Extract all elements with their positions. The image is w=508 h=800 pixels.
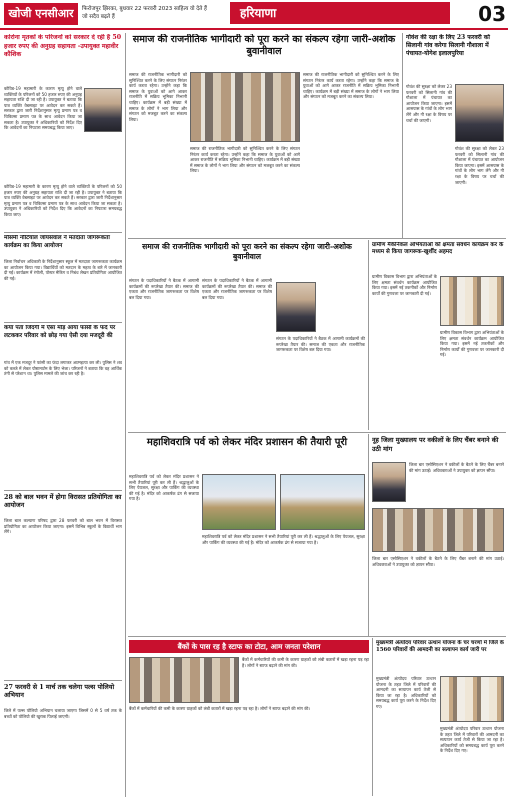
column-divider [368,240,369,430]
nuh-headline-box [372,436,504,460]
polio-article-body: जिले में पल्स पोलियो अभियान चलाया जाएगा जिसमें 0 से 5 वर्ष तक के बच्चों को पोलियो की खुराक पिलाई जाएगी। [4,708,122,719]
divider [4,232,122,233]
lead2-person-photo [276,282,316,332]
divider [128,432,506,433]
shivratri-headline: महाशिवरात्रि पर्व को लेकर मंदिर प्रशासन की तैयारी पूरी [146,437,348,448]
cm-headline: मुख्यमंत्री अंत्योदय परिवार उत्थान योजना के चर चरणों में जिले के 1560 परिवारों की आमदनी का सत्यापन कार्य जारी पर [376,640,504,654]
lead2-headline-box [129,242,365,274]
nuh-body-top: जिला बार एसोसिएशन ने वकीलों के बैठने के लिए चैंबर बनाने की मांग उठाई। अधिवक्ताओं ने उपायुक्त को ज्ञापन सौंपा। [409,462,504,473]
divider [4,680,122,681]
corona-article-body: कोविड-19 महामारी के कारण मृत्यु होने वाले व्यक्तियों के परिजनों को 50 हजार रुपए की अनुग्रह सहायता राशि दी जा रही है। उपायुक्त ने बताया कि पात्र व्यक्ति वेबसाइट पर आवेदन कर सकते हैं। सरकार द्वारा जारी निर्देशानुसार मृत्यु प्रमाण पत्र व चिकित्सा प्रमाण पत्र के साथ आवेदन किया जा सकता है। उपायुक्त ने अधिकारियों को निर्देश दिए कि आवेदनों का निपटारा समयबद्ध किया जाए। [4,86,82,131]
rural-headline: ग्रामीण मैकेनिकल अभियंताओं को क्षमता संवर्धन कार्यक्रम कर के मध्यम से किया जागरूक-खुर्शीद अहमद [372,242,504,256]
cm-headline-box [376,640,504,672]
column-divider [125,33,126,797]
nuh-body-bottom: जिला बार एसोसिएशन ने वकीलों के बैठने के लिए चैंबर बनाने की मांग उठाई। अधिवक्ताओं ने उपायुक्त को ज्ञापन सौंपा। [372,556,504,567]
column-divider [372,638,373,796]
corona-headline: कोरोना मृतकों के परिजनों को सरकार दे रही है 50 हजार रुपए की अनुग्रह सहायता -उपायुक्त महावीर कौशिक [4,34,122,58]
bank-headline-banner: बैंकों के पास रह है स्टाफ का टोटा, आम जनता परेशान [129,640,369,653]
corona-article-body-cont: कोविड-19 महामारी के कारण मृत्यु होने वाले व्यक्तियों के परिजनों को 50 हजार रुपए की अनुग्रह सहायता राशि दी जा रही है। उपायुक्त ने बताया कि पात्र व्यक्ति वेबसाइट पर आवेदन कर सकते हैं। सरकार द्वारा जारी निर्देशानुसार मृत्यु प्रमाण पत्र व चिकित्सा प्रमाण पत्र के साथ आवेदन किया जा सकता है। उपायुक्त ने अधिकारियों को निर्देश दिए कि आवेदनों का निपटारा समयबद्ध किया जाए। [4,184,122,217]
divider [128,238,506,239]
polio-headline-box [4,683,122,705]
lead2-article-body-col3: संगठन के पदाधिकारियों ने बैठक में आगामी कार्यक्रमों की रूपरेखा तैयार की। समाज की एकता और राजनीतिक जागरूकता पर विशेष बल दिया गया। [276,336,365,353]
tax-headline: मौसमी नौटियाल जायसवाल ने मतदाता जागरूकता कार्यक्रम का किया आयोजन [4,235,110,249]
tax-headline-box [4,235,122,257]
lead-headline-box [129,34,399,68]
cm-meeting-photo [440,676,504,722]
lead-group-photo [190,72,300,142]
corona-article-headline-box [4,34,122,84]
masthead [0,0,508,30]
polio-headline: 27 फरवरी से 1 मार्च तक चलेगा पल्स पोलियो अभियान [4,683,115,699]
shivratri-body-col1: महाशिवरात्रि पर्व को लेकर मंदिर प्रशासन ने सभी तैयारियां पूरी कर ली हैं। श्रद्धालुओं के लिए पेयजल, सुरक्षा और पार्किंग की व्यवस्था की गई है। मंदिर को आकर्षक ढंग से सजाया गया है। [129,474,199,502]
cm-body-col1: मुख्यमंत्री अंत्योदय परिवार उत्थान योजना के तहत जिले में परिवारों की आमदनी का सत्यापन कार्य तेजी से किया जा रहा है। अधिकारियों को समयबद्ध कार्य पूरा करने के निर्देश दिए गए। [376,676,436,709]
lead2-article-body-col1: संगठन के पदाधिकारियों ने बैठक में आगामी कार्यक्रमों की रूपरेखा तैयार की। समाज की एकता और राजनीतिक जागरूकता पर विशेष बल दिया गया। [129,278,199,300]
lead-headline: समाज की राजनीतिक भागीदारी को पूरा करने का संकल्प रहेगा जारी-अशोक बुवानीवाल [132,34,396,57]
newspaper-logo: खोजी एनसीआर [4,3,78,25]
bank-queue-photo [129,657,239,703]
labour-headline: कया पता जिंदगी में ऐसा मोड़ आया फांसी के फंदे पर लटककर परिवार को छोड़ गया ऐसी दया मजदूरी की [4,325,116,339]
gaushala-person-photo [455,84,504,142]
nuh-headline: नूह जिला मुख्यालय पर वकीलों के लिए चैंबर बनाने की उठी मांग [372,436,499,453]
shivratri-headline-box [129,436,365,470]
divider [4,490,122,491]
masthead-dateline: फिरोजपुर झिरका, बुधवार 22 फरवरी 2023 साहित्य वो देते हैं जो सदैव बढ़ते हैं [82,6,207,20]
shivratri-body-col2: महाशिवरात्रि पर्व को लेकर मंदिर प्रशासन ने सभी तैयारियां पूरी कर ली हैं। श्रद्धालुओं के लिए पेयजल, सुरक्षा और पार्किंग की व्यवस्था की गई है। मंदिर को आकर्षक ढंग से सजाया गया है। [202,534,365,545]
temple-photo-2 [280,474,365,530]
nuh-group-photo [372,508,504,552]
labour-headline-box [4,325,122,357]
lead-article-body-col1: समाज की राजनीतिक भागीदारी को सुनिश्चित करने के लिए संगठन निरंतर कार्य करता रहेगा। उन्होंने कहा कि समाज के युवाओं को आगे आकर राजनीति में सक्रिय भूमिका निभानी चाहिए। कार्यक्रम में बड़ी संख्या में समाज के लोगों ने भाग लिया और संगठन को मजबूत करने का संकल्प लिया। [129,72,187,122]
nuh-person-photo [372,462,406,502]
rural-meeting-photo [440,276,504,326]
heritage-headline-box [4,493,122,515]
lead-article-body-col3: समाज की राजनीतिक भागीदारी को सुनिश्चित करने के लिए संगठन निरंतर कार्य करता रहेगा। उन्होंने कहा कि समाज के युवाओं को आगे आकर राजनीति में सक्रिय भूमिका निभानी चाहिए। कार्यक्रम में बड़ी संख्या में समाज के लोगों ने भाग लिया और संगठन को मजबूत करने का संकल्प लिया। [303,72,399,100]
page-number: 03 [478,2,506,26]
rural-article-body-col1: ग्रामीण विकास विभाग द्वारा अभियंताओं के लिए क्षमता संवर्धन कार्यक्रम आयोजित किया गया। इसमें नई तकनीकों और निर्माण कार्यों की गुणवत्ता पर जानकारी दी गई। [372,274,437,296]
section-title: हरियाणा [230,2,450,24]
gaushala-article-body-cont: गोवंश की सुरक्षा को लेकर 23 फरवरी को सिलानी गांव की गौशाला में पंचायत का आयोजन किया जाएगा। इसमें आसपास के गांवों के लोग भाग लेंगे और गौ रक्षा के विषय पर चर्चा की जाएगी। [455,146,504,185]
rural-article-body-col2: ग्रामीण विकास विभाग द्वारा अभियंताओं के लिए क्षमता संवर्धन कार्यक्रम आयोजित किया गया। इसमें नई तकनीकों और निर्माण कार्यों की गुणवत्ता पर जानकारी दी गई। [440,330,504,358]
column-divider [402,33,403,238]
bank-body-bottom: बैंकों में कर्मचारियों की कमी के कारण ग्राहकों को लंबी कतारों में खड़ा रहना पड़ रहा है। लोगों ने स्टाफ बढ़ाने की मांग की। [129,706,311,711]
column-divider [368,434,369,636]
divider [4,322,122,323]
lead2-article-body-col2: संगठन के पदाधिकारियों ने बैठक में आगामी कार्यक्रमों की रूपरेखा तैयार की। समाज की एकता और राजनीतिक जागरूकता पर विशेष बल दिया गया। [202,278,272,300]
tax-article-body: जिला निर्वाचन अधिकारी के निर्देशानुसार स्कूल में मतदाता जागरूकता कार्यक्रम का आयोजन किया गया। विद्यार्थियों को मतदान के महत्व के बारे में जानकारी दी गई। कार्यक्रम में रंगोली, पोस्टर मेकिंग व निबंध लेखन प्रतियोगिता आयोजित की गई। [4,259,122,281]
rural-headline-box [372,242,504,270]
temple-photo-1 [202,474,276,530]
bank-body-top: बैंकों में कर्मचारियों की कमी के कारण ग्राहकों को लंबी कतारों में खड़ा रहना पड़ रहा है। लोगों ने स्टाफ बढ़ाने की मांग की। [242,657,369,668]
gaushala-headline-box [406,34,504,80]
gaushala-article-body: गोवंश की सुरक्षा को लेकर 23 फरवरी को सिलानी गांव की गौशाला में पंचायत का आयोजन किया जाएगा। इसमें आसपास के गांवों के लोग भाग लेंगे और गौ रक्षा के विषय पर चर्चा की जाएगी। [406,84,452,123]
lead2-headline: समाज की राजनीतिक भागीदारी को पूरा करने का संकल्प रहेगा जारी-अशोक बुवानीवाल [142,242,352,261]
lead-article-body-col2: समाज की राजनीतिक भागीदारी को सुनिश्चित करने के लिए संगठन निरंतर कार्य करता रहेगा। उन्होंने कहा कि समाज के युवाओं को आगे आकर राजनीति में सक्रिय भूमिका निभानी चाहिए। कार्यक्रम में बड़ी संख्या में समाज के लोगों ने भाग लिया और संगठन को मजबूत करने का संकल्प लिया। [190,146,300,174]
heritage-article-body: जिला बाल कल्याण परिषद द्वारा 28 फरवरी को बाल भवन में विरासत प्रतियोगिता का आयोजन किया जाएगा। इसमें विभिन्न स्कूलों के विद्यार्थी भाग लेंगे। [4,518,122,535]
gaushala-headline: गोवंश की रक्षा के लिए 23 फरवरी को सिलानी गांव करेगा सिलानी गौशाला में पंचायत-योगेश इलालपुरिया [406,34,490,57]
labour-article-body: गांव में एक मजदूर ने फांसी का फंदा लगाकर आत्महत्या कर ली। पुलिस ने शव को कब्जे में लेकर पोस्टमार्टम के लिए भेजा। परिजनों ने बताया कि वह आर्थिक तंगी से परेशान था। पुलिस मामले की जांच कर रही है। [4,360,122,377]
cm-body-col2: मुख्यमंत्री अंत्योदय परिवार उत्थान योजना के तहत जिले में परिवारों की आमदनी का सत्यापन कार्य तेजी से किया जा रहा है। अधिकारियों को समयबद्ध कार्य पूरा करने के निर्देश दिए गए। [440,726,504,754]
heritage-headline: 28 को बाल भवन में होगा विरासत प्रतियोगिता का आयोजन [4,493,122,509]
divider [128,636,506,637]
official-photo [84,88,122,132]
